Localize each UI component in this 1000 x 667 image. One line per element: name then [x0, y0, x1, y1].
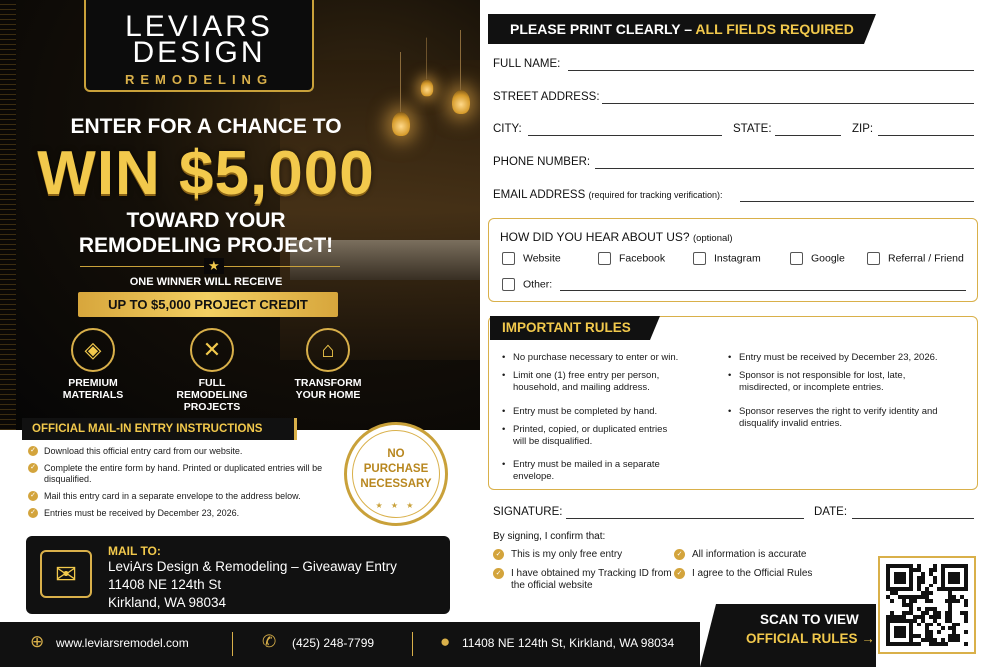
footer-address: 11408 NE 124th St, Kirkland, WA 98034: [462, 636, 675, 650]
map-pin-icon: ●: [440, 632, 451, 651]
header-text: PLEASE PRINT CLEARLY –: [510, 21, 696, 37]
logo-sub: REMODELING: [124, 72, 274, 87]
phone-label: PHONE NUMBER:: [493, 156, 591, 168]
layers-icon: ◈: [71, 328, 115, 372]
option-label: Facebook: [619, 252, 666, 265]
zip-label: ZIP:: [852, 123, 874, 135]
checkbox[interactable]: [693, 252, 706, 265]
footer-divider: [412, 632, 413, 656]
feature-label-line: FULL: [198, 377, 226, 389]
feature-label-line: TRANSFORM: [294, 377, 362, 389]
footer-divider: [232, 632, 233, 656]
instructions-title: OFFICIAL MAIL-IN ENTRY INSTRUCTIONS: [22, 418, 297, 440]
header-highlight: ALL FIELDS REQUIRED: [695, 21, 854, 37]
feature-label-line: PREMIUM: [68, 377, 118, 389]
rule-item: • Limit one (1) free entry per person, household, and mailing address.: [502, 370, 702, 394]
feature-premium-materials: [38, 328, 148, 401]
signature-field[interactable]: [566, 518, 804, 519]
check-icon: ✓: [28, 463, 38, 473]
instruction-item: [28, 491, 348, 502]
rule-item: • No purchase necessary to enter or win.: [502, 352, 717, 364]
star-icon: ★: [204, 258, 224, 274]
confirm-item: [493, 568, 673, 592]
check-icon: ✓: [28, 491, 38, 501]
rule-item: • Sponsor is not responsible for lost, late, misdirected, or incomplete entries.: [728, 370, 928, 394]
logo-line2: DESIGN: [132, 36, 266, 69]
win-amount: WIN $5,000: [37, 139, 375, 208]
feature-label-line: YOUR HOME: [295, 389, 361, 401]
city-label: CITY:: [493, 123, 522, 135]
toward-line2: REMODELING PROJECT!: [78, 234, 334, 257]
option-referral[interactable]: [867, 252, 964, 265]
checkbox[interactable]: [598, 252, 611, 265]
state-field[interactable]: [775, 135, 841, 136]
envelope-icon: ✉: [40, 550, 92, 598]
mail-address-line1: LeviArs Design & Remodeling – Giveaway Entry: [108, 559, 397, 574]
pendant-lamp-icon: [421, 80, 434, 97]
footer-phone[interactable]: (425) 248-7799: [292, 636, 375, 650]
signature-label: SIGNATURE:: [493, 506, 563, 518]
confirm-item: [493, 549, 673, 561]
seal-line: NO: [387, 448, 405, 460]
option-instagram[interactable]: [693, 252, 761, 265]
feature-transform-home: [273, 328, 383, 401]
logo-line1: LEVIARS: [125, 10, 273, 43]
date-field[interactable]: [852, 518, 974, 519]
option-label: Other:: [523, 278, 553, 291]
home-icon: ⌂: [306, 328, 350, 372]
email-note: (required for tracking verification):: [588, 190, 723, 200]
checkbox[interactable]: [502, 278, 515, 291]
mail-address-line2: 11408 NE 124th St: [108, 577, 222, 592]
seal-stars: ★ ★ ★: [375, 501, 417, 510]
mail-to-label: MAIL TO:: [108, 544, 161, 558]
option-label: Instagram: [714, 252, 761, 265]
instruction-text: Complete the entire form by hand. Printed or duplicated entries will be disqualified.: [44, 463, 323, 484]
confirm-intro: By signing, I confirm that:: [493, 531, 606, 542]
no-purchase-seal: [344, 422, 448, 526]
seal-line: NECESSARY: [360, 478, 432, 490]
option-label: Referral / Friend: [888, 252, 964, 265]
checkbox[interactable]: [790, 252, 803, 265]
toward-heading: [0, 208, 412, 258]
pendant-lamp-icon: [452, 90, 470, 114]
feature-label: [38, 377, 148, 401]
check-icon: ✓: [28, 508, 38, 518]
other-field[interactable]: [560, 290, 966, 291]
confirm-text: I have obtained my Tracking ID from the official website: [511, 568, 672, 591]
street-label: STREET ADDRESS:: [493, 91, 600, 103]
checkbox[interactable]: [867, 252, 880, 265]
checkbox[interactable]: [502, 252, 515, 265]
scan-line2: OFFICIAL RULES →: [746, 631, 875, 646]
scan-line1: SCAN TO VIEW: [760, 612, 859, 627]
option-google[interactable]: [790, 252, 845, 265]
instruction-item: [28, 446, 348, 457]
email-label-text: EMAIL ADDRESS: [493, 189, 586, 201]
full-name-field[interactable]: [568, 70, 974, 71]
hear-title-text: HOW DID YOU HEAR ABOUT US?: [500, 230, 690, 244]
confirm-text: This is my only free entry: [511, 549, 623, 560]
hear-title-note: (optional): [692, 233, 733, 244]
credit-banner: UP TO $5,000 PROJECT CREDIT: [78, 292, 338, 317]
instruction-text: Entries must be received by December 23, 2026.: [44, 508, 240, 518]
option-website[interactable]: [502, 252, 561, 265]
date-label: DATE:: [814, 506, 848, 518]
rule-item: • Printed, copied, or duplicated entries will be disqualified.: [502, 424, 672, 448]
option-other[interactable]: [502, 278, 552, 291]
feature-label: [273, 377, 383, 401]
option-label: Google: [811, 252, 845, 265]
tools-icon: ✕: [190, 328, 234, 372]
mail-address-line3: Kirkland, WA 98034: [108, 595, 227, 610]
scan-banner-edge: [700, 604, 716, 667]
qr-pattern: [886, 564, 968, 646]
promo-panel: [0, 0, 480, 430]
email-label: [493, 189, 723, 201]
enter-heading: ENTER FOR A CHANCE TO: [70, 115, 342, 138]
feature-full-remodeling: [157, 328, 267, 413]
globe-icon: ⊕: [30, 632, 45, 651]
instruction-text: Mail this entry card in a separate envelope to the address below.: [44, 491, 301, 501]
feature-label: [157, 377, 267, 413]
zip-field[interactable]: [878, 135, 974, 136]
instructions-list: [28, 446, 348, 525]
instruction-text: Download this official entry card from our website.: [44, 446, 243, 456]
toward-line1: TOWARD YOUR: [126, 209, 286, 232]
mail-to-box: [26, 536, 450, 614]
city-field[interactable]: [528, 135, 722, 136]
rules-title-tail: [650, 316, 660, 340]
confirm-text: I agree to the Official Rules: [692, 568, 813, 579]
seal-line: PURCHASE: [363, 463, 429, 475]
feature-label-line: REMODELING: [176, 389, 248, 401]
state-label: STATE:: [733, 123, 772, 135]
check-icon: ✓: [493, 549, 504, 560]
rule-item: • Sponsor reserves the right to verify identity and disqualify invalid entries.: [728, 406, 948, 430]
option-facebook[interactable]: [598, 252, 665, 265]
confirm-item: [674, 549, 854, 561]
hear-title: [500, 230, 733, 244]
form-header: [488, 14, 864, 44]
feature-label-line: PROJECTS: [183, 401, 241, 413]
full-name-label: FULL NAME:: [493, 58, 561, 70]
rule-item: • Entry must be completed by hand.: [502, 406, 717, 418]
header-tail: [864, 14, 876, 44]
check-icon: ✓: [28, 446, 38, 456]
confirm-text: All information is accurate: [692, 549, 807, 560]
rules-title: IMPORTANT RULES: [490, 316, 650, 340]
phone-field[interactable]: [595, 168, 974, 169]
confirm-item: [674, 568, 854, 580]
rule-item: • Entry must be received by December 23, 2026.: [728, 352, 973, 364]
street-field[interactable]: [602, 103, 974, 104]
footer-website[interactable]: www.leviarsremodel.com: [56, 636, 189, 650]
seal-text: [347, 447, 445, 492]
rule-item: • Entry must be mailed in a separate envelope.: [502, 459, 662, 483]
option-label: Website: [523, 252, 561, 265]
instruction-item: [28, 463, 348, 485]
check-icon: ✓: [493, 568, 504, 579]
feature-label-line: MATERIALS: [62, 389, 124, 401]
instruction-item: [28, 508, 348, 519]
check-icon: ✓: [674, 549, 685, 560]
phone-icon: ✆: [262, 632, 277, 651]
brand-logo: [84, 0, 314, 92]
one-winner-text: ONE WINNER WILL RECEIVE: [129, 276, 283, 288]
check-icon: ✓: [674, 568, 685, 579]
email-field[interactable]: [740, 201, 974, 202]
qr-code[interactable]: [878, 556, 976, 654]
